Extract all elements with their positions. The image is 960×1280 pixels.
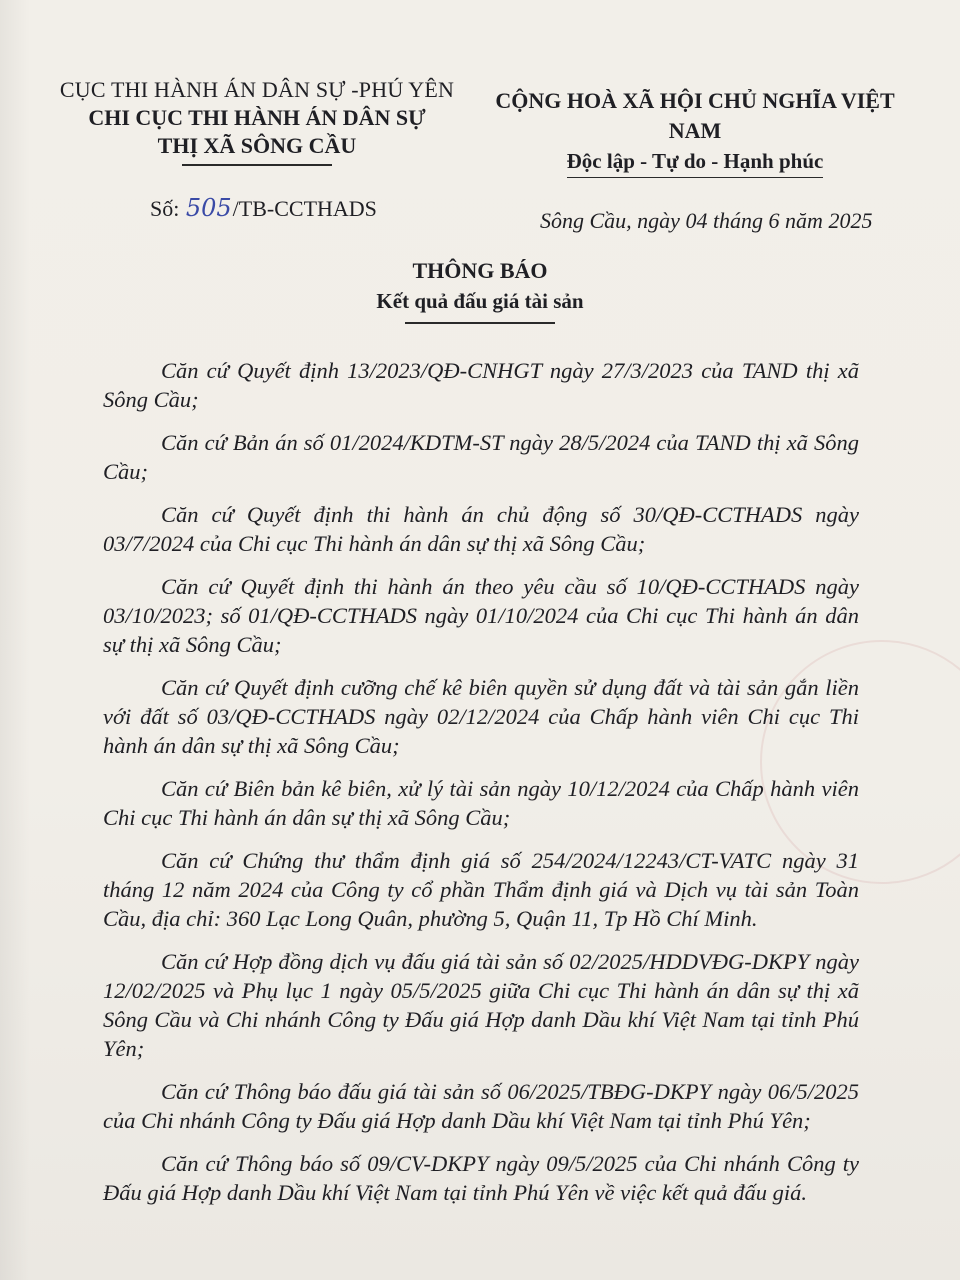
document-number-suffix: /TB-CCTHADS	[232, 196, 377, 221]
agency-line-2: CHI CỤC THI HÀNH ÁN DÂN SỰ	[88, 105, 426, 130]
legal-basis-paragraph: Căn cứ Chứng thư thẩm định giá số 254/2024/12243/CT-VATC ngày 31 tháng 12 năm 2024 của Công ty cổ phần Thẩm định giá và Dịch vụ tài sản Toàn Cầu, địa chỉ: 360 Lạc Long Quân, phường 5, Quận 11, Tp Hồ Chí Minh.	[103, 848, 859, 931]
document-date: Sông Cầu, ngày 04 tháng 6 năm 2025	[540, 208, 873, 233]
document-subtitle: Kết quả đấu giá tài sản	[376, 289, 584, 313]
agency-line-1: CỤC THI HÀNH ÁN DÂN SỰ -PHÚ YÊN	[59, 77, 455, 102]
document-number	[150, 194, 377, 222]
national-motto: Độc lập - Tự do - Hạnh phúc	[567, 146, 824, 178]
legal-basis-paragraph: Căn cứ Biên bản kê biên, xử lý tài sản ngày 10/12/2024 của Chấp hành viên Chi cục Thi hành án dân sự thị xã Sông Cầu;	[103, 776, 859, 830]
legal-basis-paragraph: Căn cứ Thông báo số 09/CV-DKPY ngày 09/5/2025 của Chi nhánh Công ty Đấu giá Hợp danh Dầu khí Việt Nam tại tỉnh Phú Yên về việc kết quả đấu giá.	[103, 1151, 859, 1205]
title-underline	[405, 322, 555, 324]
legal-basis-paragraph: Căn cứ Bản án số 01/2024/KDTM-ST ngày 28/5/2024 của TAND thị xã Sông Cầu;	[103, 430, 859, 484]
national-name: CỘNG HOÀ XÃ HỘI CHỦ NGHĨA VIỆT NAM	[495, 88, 895, 143]
legal-basis-paragraph: Căn cứ Hợp đồng dịch vụ đấu giá tài sản số 02/2025/HDDVĐG-DKPY ngày 12/02/2025 và Phụ lục 1 ngày 05/5/2025 giữa Chi cục Thi hành án dân sự thị xã Sông Cầu và Chi nhánh Công ty Đấu giá Hợp danh Dầu khí Việt Nam tại tỉnh Phú Yên;	[103, 949, 859, 1061]
document-body	[103, 356, 859, 1221]
national-motto-header	[470, 86, 920, 179]
document-title: THÔNG BÁO	[412, 258, 548, 283]
legal-basis-paragraph: Căn cứ Quyết định thi hành án theo yêu cầu số 10/QĐ-CCTHADS ngày 03/10/2023; số 01/QĐ-CCTHADS ngày 01/10/2024 của Chi cục Thi hành án dân sự thị xã Sông Cầu;	[103, 574, 859, 657]
agency-underline	[182, 164, 332, 166]
page-shadow	[0, 0, 30, 1280]
document-number-prefix: Số:	[150, 196, 185, 221]
title-block	[0, 256, 960, 324]
agency-line-3: THỊ XÃ SÔNG CẦU	[157, 133, 357, 158]
issuing-agency-header	[52, 76, 462, 166]
legal-basis-paragraph: Căn cứ Quyết định cưỡng chế kê biên quyền sử dụng đất và tài sản gắn liền với đất số 03/QĐ-CCTHADS ngày 02/12/2024 của Chấp hành viên Chi cục Thi hành án dân sự thị xã Sông Cầu;	[103, 675, 859, 758]
legal-basis-paragraph: Căn cứ Quyết định 13/2023/QĐ-CNHGT ngày 27/3/2023 của TAND thị xã Sông Cầu;	[103, 358, 859, 412]
legal-basis-paragraph: Căn cứ Quyết định thi hành án chủ động số 30/QĐ-CCTHADS ngày 03/7/2024 của Chi cục Thi hành án dân sự thị xã Sông Cầu;	[103, 502, 859, 556]
handwritten-number: 505	[185, 194, 232, 222]
legal-basis-paragraph: Căn cứ Thông báo đấu giá tài sản số 06/2025/TBĐG-DKPY ngày 06/5/2025 của Chi nhánh Công ty Đấu giá Hợp danh Dầu khí Việt Nam tại tỉnh Phú Yên;	[103, 1079, 859, 1133]
